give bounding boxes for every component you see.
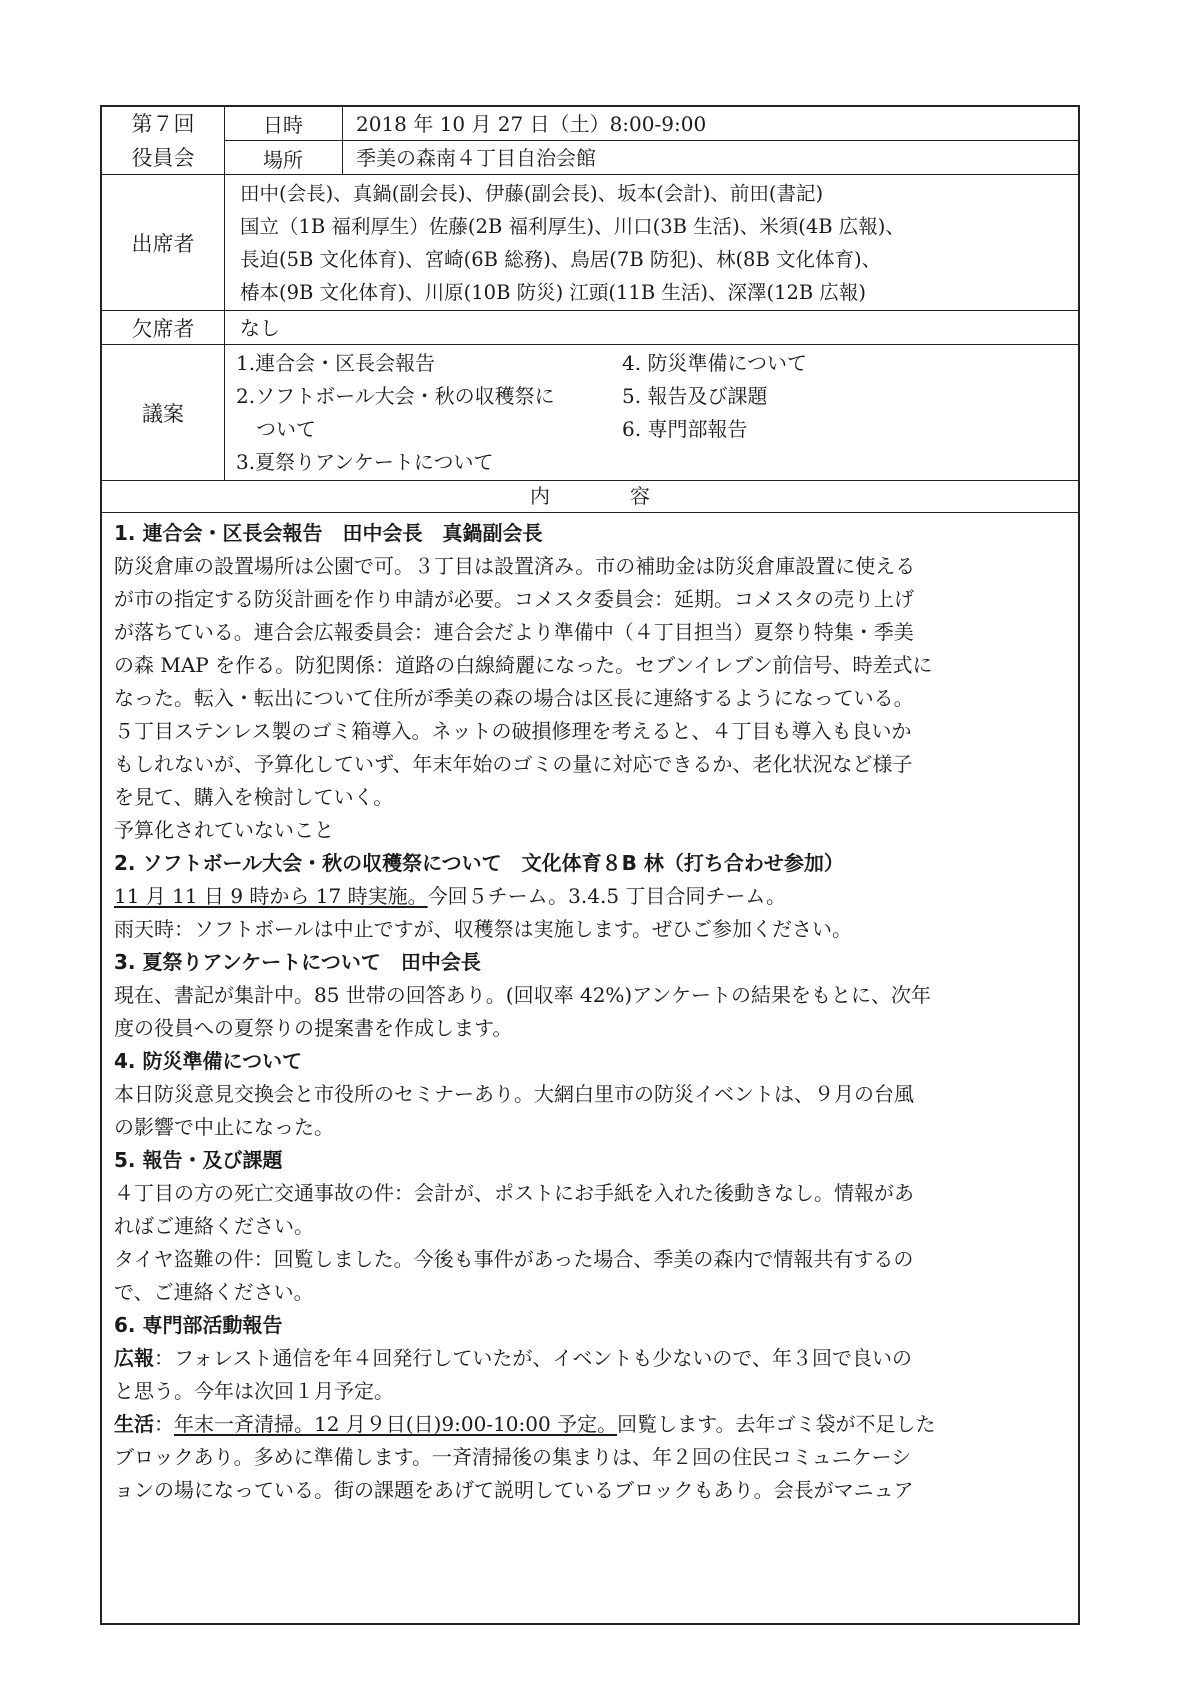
agenda-item: 3.夏祭りアンケートについて [236, 450, 494, 474]
section-4-line: 本日防災意見交換会と市役所のセミナーあり。大網白里市の防災イベントは、９月の台風 [114, 1082, 914, 1106]
content-header: 内 容 [530, 484, 650, 508]
agenda-item: ついて [236, 417, 316, 441]
section-6-seikatsu-line [114, 1408, 1066, 1441]
section-2-date: 11 月 11 日 9 時から 17 時実施。 [114, 884, 428, 908]
minutes-table [100, 105, 1080, 1625]
section-3-title: 3. 夏祭りアンケートについて 田中会長 [114, 950, 481, 974]
section-5-line: で、ご連絡ください。 [114, 1280, 314, 1304]
place-value: 季美の森南４丁目自治会館 [356, 146, 596, 170]
section-2-detail: 今回５チーム。3.4.5 丁目合同チーム。 [427, 884, 787, 908]
seikatsu-label: 生活 [114, 1412, 154, 1436]
agenda-item: 4. 防災準備について [622, 351, 808, 375]
section-6-koho-line [114, 1342, 1066, 1375]
section-6-title: 6. 専門部活動報告 [114, 1313, 283, 1337]
datetime-row [224, 107, 1078, 141]
seikatsu-cleanup-date: 年末一斉清掃。12 月９日(日)9:00-10:00 予定。 [174, 1412, 618, 1436]
absentees-label: 欠席者 [102, 311, 225, 344]
meeting-type: 役員会 [131, 145, 195, 170]
place-row [224, 141, 1078, 175]
agenda-label: 議案 [102, 345, 225, 480]
meeting-header-row [102, 107, 1078, 175]
attendees-list [240, 177, 905, 309]
datetime-value: 2018 年 10 月 27 日（土）8:00-9:00 [356, 112, 707, 136]
place-label: 場所 [224, 141, 343, 175]
section-1-line: を見て、購入を検討していく。 [114, 785, 394, 809]
section-1-title: 1. 連合会・区長会報告 田中会長 真鍋副会長 [114, 521, 543, 545]
section-6-line: ョンの場になっている。街の課題をあげて説明しているブロックもあり。会長がマニュア [114, 1478, 914, 1502]
koho-text: ：フォレスト通信を年４回発行していたが、イベントも少ないので、年３回で良いの [154, 1346, 912, 1370]
absentees-value: なし [240, 316, 280, 340]
section-1-line: が落ちている。連合会広報委員会：連合会だより準備中（４丁目担当）夏祭り特集・季美 [114, 620, 914, 644]
section-5-line: ればご連絡ください。 [114, 1214, 314, 1238]
absentees-row [102, 311, 1078, 345]
section-1-line: 防災倉庫の設置場所は公園で可。３丁目は設置済み。市の補助金は防災倉庫設置に使える [114, 554, 916, 578]
agenda-item: 1.連合会・区長会報告 [236, 351, 436, 375]
section-1-line: 予算化されていないこと [114, 818, 334, 842]
section-2-title: 2. ソフトボール大会・秋の収穫祭について 文化体育８B 林（打ち合わせ参加） [114, 851, 844, 875]
attendees-line: 田中(会長)、真鍋(副会長)、伊藤(副会長)、坂本(会計)、前田(書記) [240, 182, 824, 205]
koho-label: 広報 [114, 1346, 154, 1370]
section-1-line: の森 MAP を作る。防犯関係：道路の白線綺麗になった。セブンイレブン前信号、時差式に [114, 653, 933, 677]
attendees-row [102, 175, 1078, 311]
section-6-line: ブロックあり。多めに準備します。一斉清掃後の集まりは、年２回の住民コミュニケーシ [114, 1445, 912, 1469]
section-1-line: なった。転入・転出について住所が季美の森の場合は区長に連絡するようになっている。 [114, 686, 914, 710]
meeting-label [102, 107, 225, 174]
attendees-line: 長迫(5B 文化体育)、宮崎(6B 総務)、鳥居(7B 防犯)、林(8B 文化体育)、 [240, 248, 882, 271]
datetime-label: 日時 [224, 107, 343, 140]
section-2-line [114, 880, 1066, 913]
agenda-item: 2.ソフトボール大会・秋の収穫祭に [236, 384, 555, 408]
attendees-line: 国立（1B 福利厚生）佐藤(2B 福利厚生)、川口(3B 生活)、米須(4B 広報)、 [240, 215, 905, 238]
agenda-left-list [236, 347, 555, 479]
section-1-line: が市の指定する防災計画を作り申請が必要。コメスタ委員会：延期。コメスタの売り上げ [114, 587, 914, 611]
section-1-line: ５丁目ステンレス製のゴミ箱導入。ネットの破損修理を考えると、４丁目も導入も良いか [114, 719, 912, 743]
section-6-line: と思う。今年は次回１月予定。 [114, 1379, 394, 1403]
seikatsu-text: 回覧します。去年ゴミ袋が不足した [617, 1412, 936, 1436]
agenda-row [102, 345, 1078, 481]
attendees-label: 出席者 [102, 175, 225, 310]
section-1-line: もしれないが、予算化していず、年末年始のゴミの量に対応できるか、老化状況など様子 [114, 752, 913, 776]
agenda-item: 6. 専門部報告 [622, 417, 748, 441]
attendees-line: 椿本(9B 文化体育)、川原(10B 防災) 江頭(11B 生活)、深澤(12B 広報) [240, 281, 867, 304]
section-4-line: の影響で中止になった。 [114, 1115, 334, 1139]
section-4-title: 4. 防災準備について [114, 1049, 303, 1073]
meeting-number: 第７回 [131, 111, 195, 136]
agenda-right-list [622, 347, 807, 446]
seikatsu-colon: ： [154, 1412, 174, 1436]
section-2-line: 雨天時：ソフトボールは中止ですが、収穫祭は実施します。ぜひご参加ください。 [114, 917, 852, 941]
section-3-line: 度の役員への夏祭りの提案書を作成します。 [114, 1016, 513, 1040]
section-3-line: 現在、書記が集計中。85 世帯の回答あり。(回収率 42%)アンケートの結果をもとに、次年 [114, 983, 932, 1007]
agenda-item: 5. 報告及び課題 [622, 384, 768, 408]
section-5-line: タイヤ盗難の件：回覧しました。今後も事件があった場合、季美の森内で情報共有するの [114, 1247, 914, 1271]
section-5-line: ４丁目の方の死亡交通事故の件：会計が、ポストにお手紙を入れた後動きなし。情報があ [114, 1181, 914, 1205]
content-header-row [102, 481, 1078, 513]
section-5-title: 5. 報告・及び課題 [114, 1148, 283, 1172]
content-body [114, 517, 1066, 1507]
